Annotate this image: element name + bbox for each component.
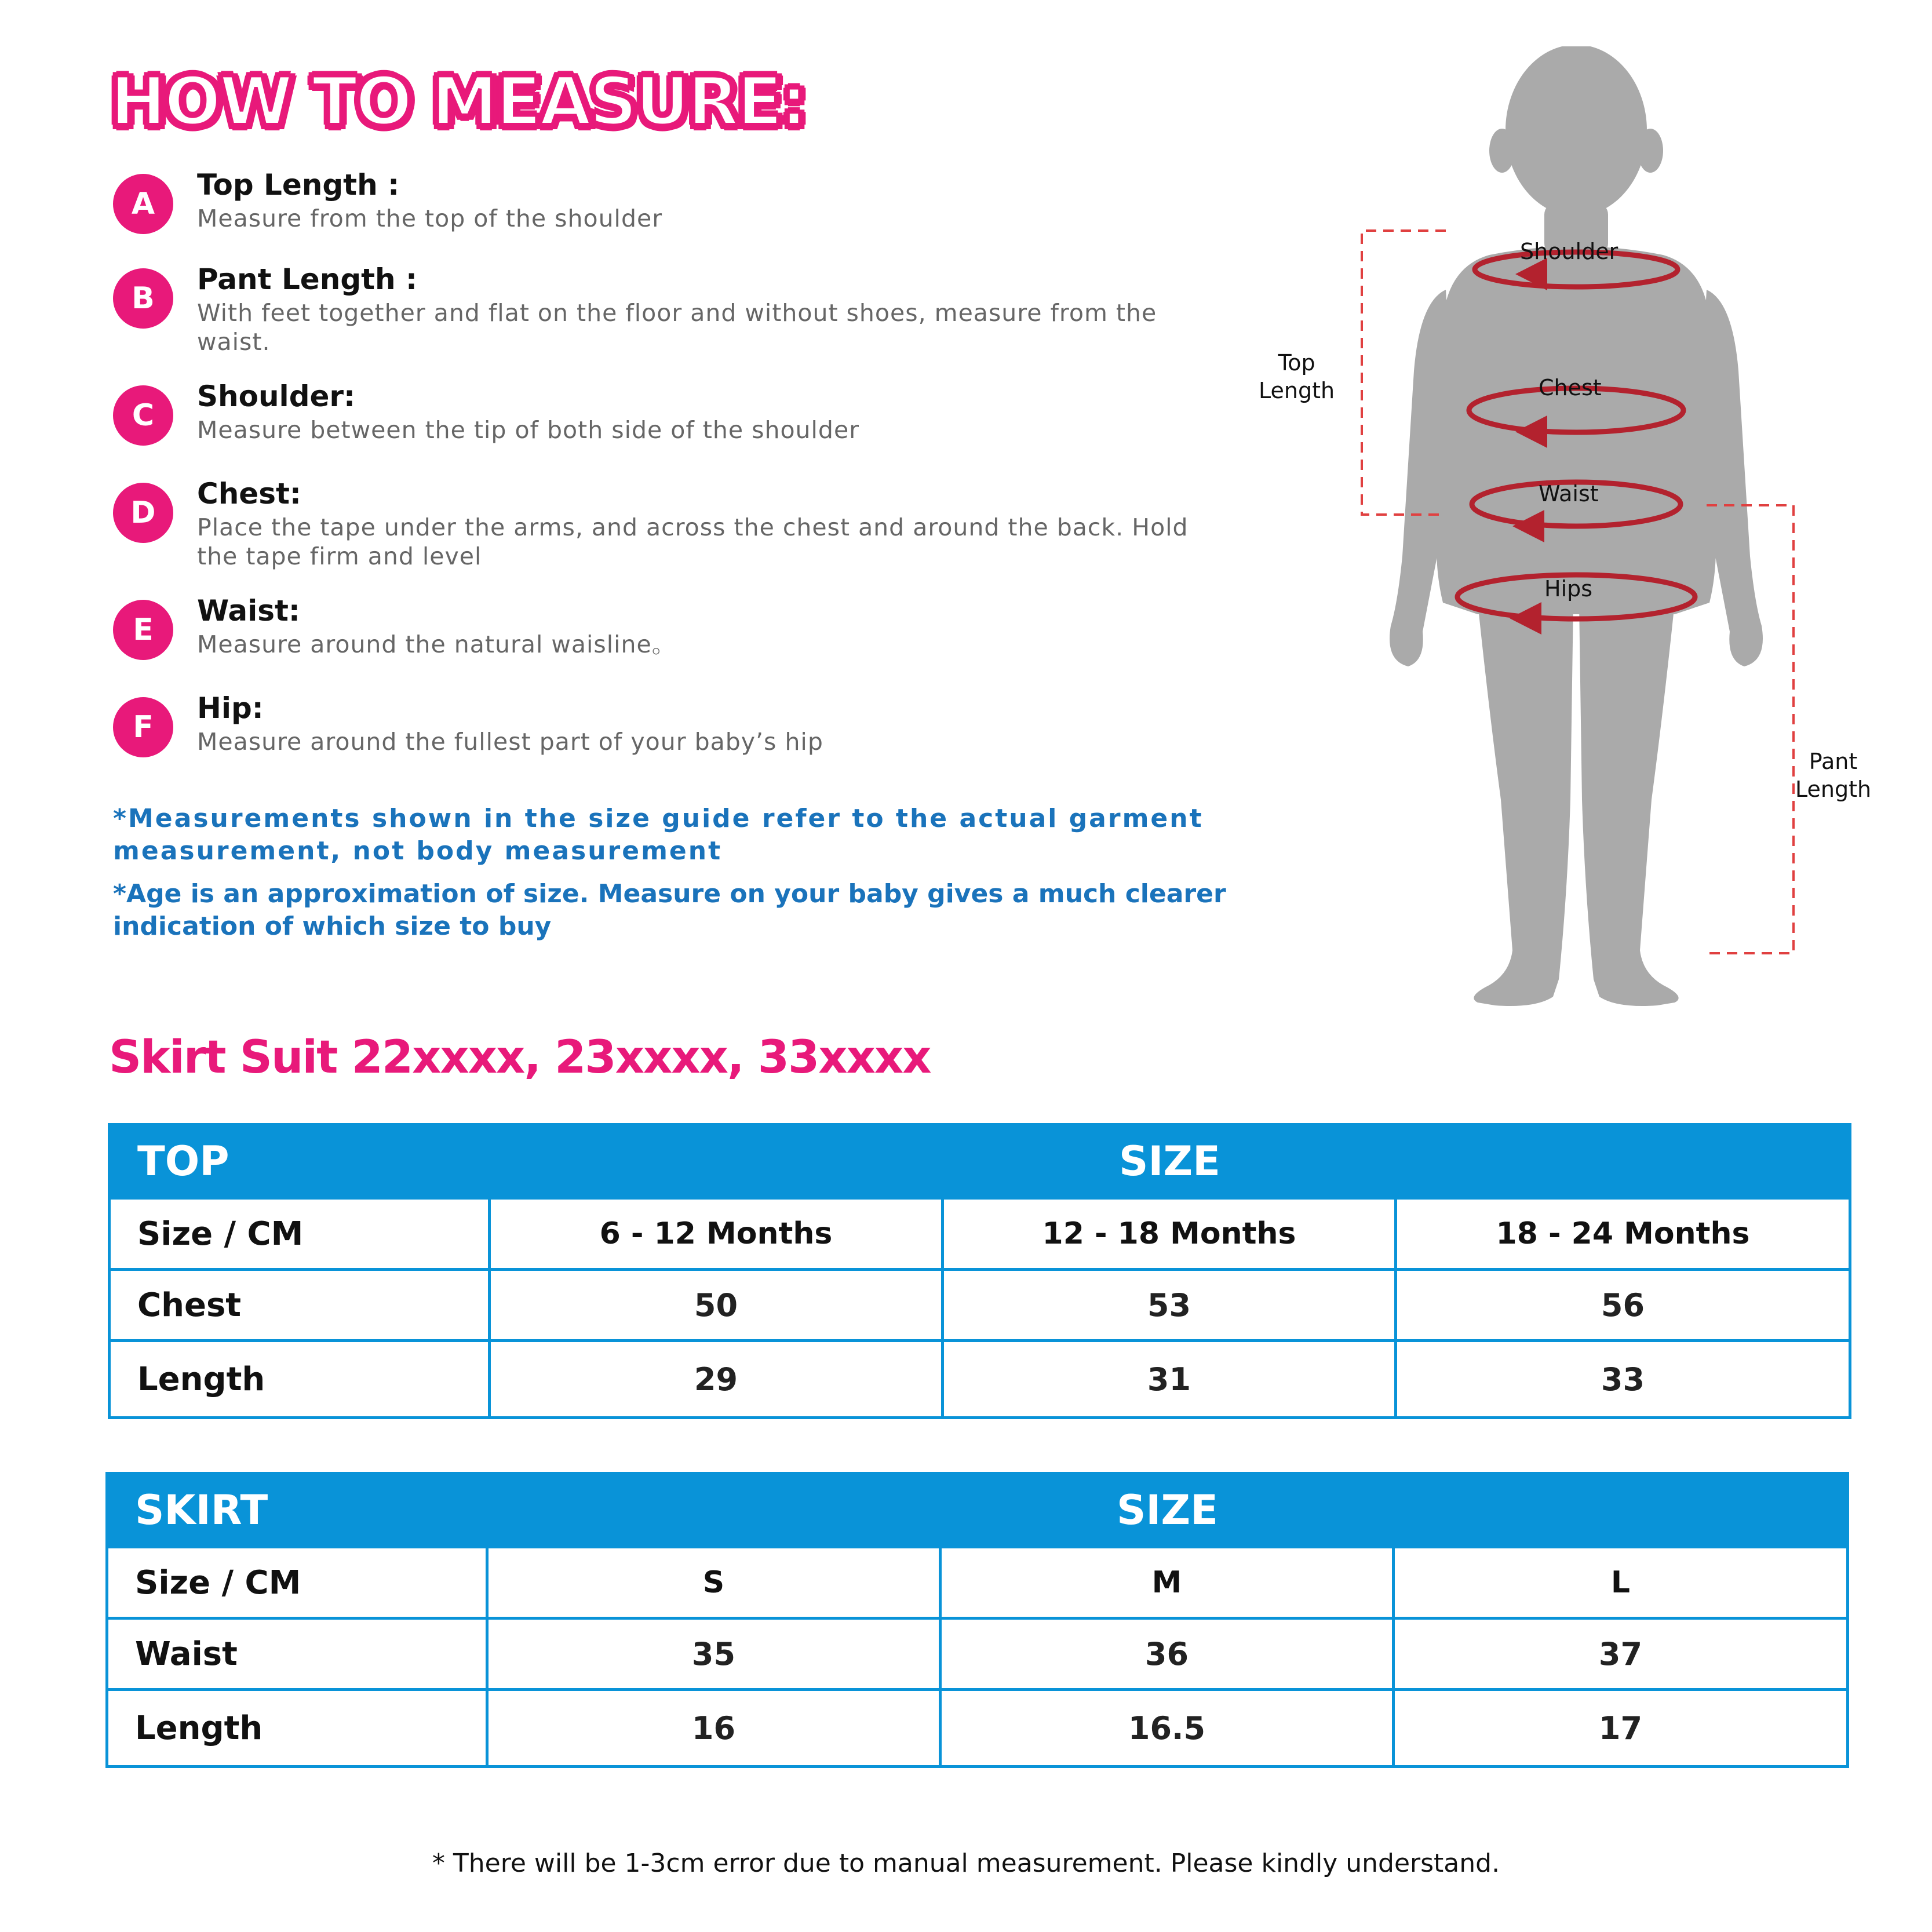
step-description: Measure around the natural waisline。: [197, 630, 676, 658]
step-description: Measure around the fullest part of your baby’s hip: [197, 728, 823, 756]
note-age-approximation: *Age is an approximation of size. Measure on your baby gives a much clearer indication of which size to buy: [113, 879, 1226, 941]
row-label: Size / CM: [110, 1198, 490, 1270]
column-header: M: [941, 1547, 1394, 1618]
step-title: Hip:: [197, 691, 264, 725]
table-cell: 50: [490, 1270, 943, 1341]
row-label: Size / CM: [107, 1547, 487, 1618]
step-description: With feet together and flat on the floor and without shoes, measure from the waist.: [197, 299, 1157, 356]
table-cell: 56: [1396, 1270, 1850, 1341]
table-category: SKIRT: [107, 1474, 487, 1547]
step-badge-e: E: [113, 600, 173, 660]
table-cell: 16: [487, 1690, 941, 1767]
step-badge-d: D: [113, 483, 173, 543]
step-title: Shoulder:: [197, 380, 356, 413]
table-cell: 36: [941, 1618, 1394, 1690]
top-size-table: [108, 1123, 1851, 1419]
table-cell: 37: [1394, 1618, 1848, 1690]
page-title-text: HOW TO MEASURE:: [110, 63, 805, 141]
table-category: TOP: [110, 1125, 490, 1198]
table-column-header-row: [107, 1547, 1848, 1618]
column-header: S: [487, 1547, 941, 1618]
table-header-row: [110, 1125, 1850, 1198]
label-chest: Chest: [1539, 375, 1602, 400]
table-cell: 35: [487, 1618, 941, 1690]
note-garment-measurement: *Measurements shown in the size guide refer to the actual garment measurement, not body measurement: [113, 804, 1204, 866]
table-size-header: SIZE: [487, 1474, 1848, 1547]
step-badge-f: F: [113, 697, 173, 757]
step-badge-c: C: [113, 385, 173, 446]
table-row: [107, 1690, 1848, 1767]
row-label: Length: [110, 1341, 490, 1418]
table-row: [107, 1618, 1848, 1690]
step-description: Measure between the tip of both side of the shoulder: [197, 416, 860, 444]
step-description: Place the tape under the arms, and across the chest and around the back. Hold the tape firm and level: [197, 513, 1189, 570]
step-title: Top Length :: [197, 168, 400, 202]
table-size-header: SIZE: [490, 1125, 1850, 1198]
body-measurement-figure: [1246, 46, 1932, 1020]
row-label: Waist: [107, 1618, 487, 1690]
label-pant-length: Pant Length: [1795, 749, 1872, 802]
table-cell: 29: [490, 1341, 943, 1418]
table-header-row: [107, 1474, 1848, 1547]
step-description: Measure from the top of the shoulder: [197, 205, 663, 232]
column-header: 18 - 24 Months: [1396, 1198, 1850, 1270]
label-shoulder: Shoulder: [1520, 239, 1618, 264]
label-waist: Waist: [1539, 481, 1599, 506]
column-header: L: [1394, 1547, 1848, 1618]
step-title: Waist:: [197, 594, 300, 628]
column-header: 12 - 18 Months: [943, 1198, 1396, 1270]
table-cell: 53: [943, 1270, 1396, 1341]
step-badge-b: B: [113, 268, 173, 329]
table-row: [110, 1270, 1850, 1341]
row-label: Chest: [110, 1270, 490, 1341]
step-title: Chest:: [197, 477, 301, 511]
footer-disclaimer: * There will be 1-3cm error due to manual measurement. Please kindly understand.: [432, 1849, 1500, 1878]
page-title: [110, 63, 805, 141]
table-cell: 16.5: [941, 1690, 1394, 1767]
label-top-length: Top Length: [1259, 350, 1335, 403]
table-cell: 33: [1396, 1341, 1850, 1418]
step-badge-a: A: [113, 174, 173, 234]
step-title: Pant Length :: [197, 263, 418, 296]
child-silhouette-illustration: [1246, 46, 1932, 1020]
product-section-title: Skirt Suit 22xxxx, 23xxxx, 33xxxx: [109, 1031, 931, 1084]
row-label: Length: [107, 1690, 487, 1767]
table-cell: 17: [1394, 1690, 1848, 1767]
table-cell: 31: [943, 1341, 1396, 1418]
column-header: 6 - 12 Months: [490, 1198, 943, 1270]
skirt-size-table: [105, 1472, 1849, 1768]
label-hips: Hips: [1544, 576, 1593, 602]
table-row: [110, 1341, 1850, 1418]
table-column-header-row: [110, 1198, 1850, 1270]
